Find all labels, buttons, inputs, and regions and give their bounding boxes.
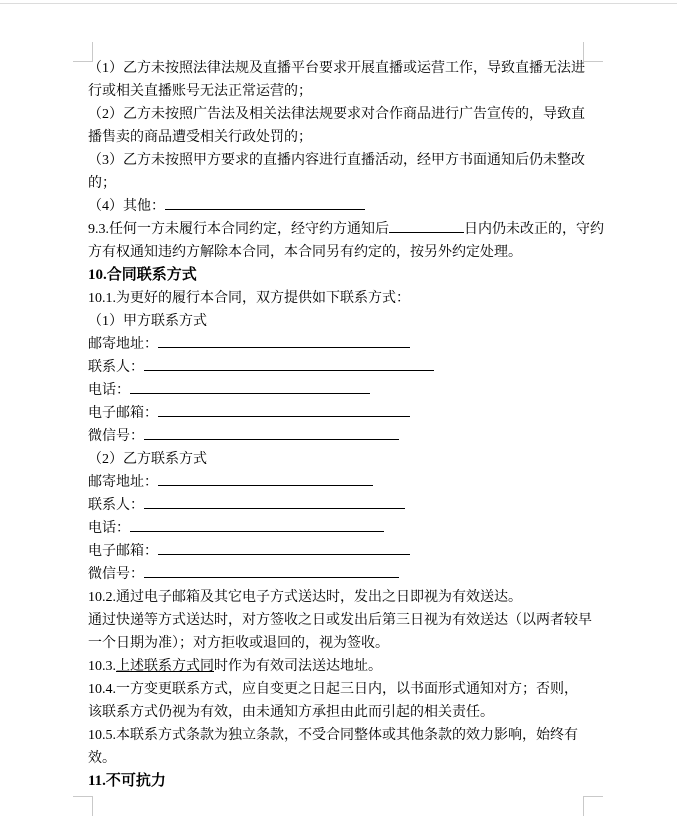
text-line: [88, 724, 590, 747]
text-run: 方有权通知违约方解除本合同，本合同另有约定的，按另外约定处理。: [88, 245, 522, 260]
text-run: 电话：: [88, 383, 130, 398]
text-run: 时作为有效司法送达地址。: [214, 659, 382, 674]
text-run: 联系人：: [88, 498, 144, 513]
text-run: （2）乙方联系方式: [88, 452, 207, 467]
fill-in-blank[interactable]: [130, 517, 384, 532]
text-run: （1）甲方联系方式: [88, 314, 207, 329]
text-line: [88, 172, 590, 195]
fill-in-blank[interactable]: [158, 402, 410, 417]
text-run: 一个日期为准）；对方拒收或退回的，视为签收。: [88, 636, 389, 651]
text-line: [88, 333, 590, 356]
text-line: [88, 586, 590, 609]
fill-in-blank[interactable]: [158, 333, 410, 348]
fill-in-blank[interactable]: [389, 218, 464, 233]
text-line: [88, 80, 590, 103]
fill-in-blank[interactable]: [144, 563, 399, 578]
text-run: （4）其他：: [88, 199, 165, 214]
text-line: [88, 425, 590, 448]
text-run: 10.合同联系方式: [88, 267, 197, 283]
text-run: 电话：: [88, 521, 130, 536]
text-line: [88, 701, 590, 724]
fill-in-blank[interactable]: [130, 379, 370, 394]
text-line: [88, 563, 590, 586]
text-run: 行或相关直播账号无法正常运营的；: [88, 84, 312, 99]
text-line: [88, 356, 590, 379]
text-line: [88, 241, 590, 264]
text-run: 该联系方式仍视为有效，由未通知方承担由此而引起的相关责任。: [88, 705, 494, 720]
text-line: [88, 494, 590, 517]
crop-mark-bottom-left: [73, 796, 93, 816]
text-line: [88, 448, 590, 471]
text-run: 10.1.为更好的履行本合同，双方提供如下联系方式：: [88, 291, 410, 306]
text-run: 10.4.一方变更联系方式，应自变更之日起三日内，以书面形式通知对方；否则，: [88, 682, 578, 697]
text-line: [88, 149, 590, 172]
text-run: 邮寄地址：: [88, 475, 158, 490]
text-run: 电子邮箱：: [88, 544, 158, 559]
text-run: 10.3.: [88, 659, 116, 674]
text-run: 通过快递等方式送达时，对方签收之日或发出后第三日视为有效送达（以两者较早: [88, 613, 592, 628]
text-run: 邮寄地址：: [88, 337, 158, 352]
text-run: 电子邮箱：: [88, 406, 158, 421]
text-run: 9.3.任何一方未履行本合同约定，经守约方通知后: [88, 222, 389, 237]
text-run: 10.2.通过电子邮箱及其它电子方式送达时，发出之日即视为有效送达。: [88, 590, 522, 605]
text-line: [88, 540, 590, 563]
text-line: [88, 379, 590, 402]
text-run: 日内仍未改正的，守约: [464, 222, 604, 237]
section-heading: [88, 264, 590, 287]
fill-in-blank[interactable]: [144, 494, 405, 509]
text-run: 效。: [88, 751, 116, 766]
text-line: [88, 632, 590, 655]
text-line: [88, 126, 590, 149]
section-heading: [88, 770, 590, 793]
contract-document-page[interactable]: [88, 57, 604, 793]
text-line: [88, 471, 590, 494]
text-line: [88, 195, 590, 218]
fill-in-blank[interactable]: [158, 471, 373, 486]
text-line: [88, 747, 590, 770]
fill-in-blank[interactable]: [144, 356, 434, 371]
text-run: （1）乙方未按照法律法规及直播平台要求开展直播或运营工作，导致直播无法进: [88, 61, 585, 76]
text-run: 10.5.本联系方式条款为独立条款，不受合同整体或其他条款的效力影响，始终有: [88, 728, 578, 743]
text-run: 11.不可抗力: [88, 773, 166, 789]
text-line: [88, 287, 590, 310]
text-line: [88, 678, 590, 701]
text-run: （2）乙方未按照广告法及相关法律法规要求对合作商品进行广告宣传的，导致直: [88, 107, 585, 122]
text-run: 联系人：: [88, 360, 144, 375]
page-top-edge: [0, 3, 677, 4]
crop-mark-bottom-right: [583, 796, 603, 816]
text-line: [88, 655, 590, 678]
text-line: [88, 609, 590, 632]
text-line: [88, 218, 604, 241]
text-line: [88, 103, 590, 126]
text-run: 的；: [88, 176, 116, 191]
fill-in-blank[interactable]: [165, 195, 365, 210]
text-line: [88, 402, 590, 425]
text-run: （3）乙方未按照甲方要求的直播内容进行直播活动，经甲方书面通知后仍未整改: [88, 153, 585, 168]
text-run: 微信号：: [88, 429, 144, 444]
underlined-text-run: 上述联系方式同: [116, 659, 214, 674]
text-run: 微信号：: [88, 567, 144, 582]
fill-in-blank[interactable]: [144, 425, 399, 440]
text-run: 播售卖的商品遭受相关行政处罚的；: [88, 130, 312, 145]
text-line: [88, 517, 590, 540]
text-line: [88, 310, 590, 333]
text-line: [88, 57, 590, 80]
fill-in-blank[interactable]: [158, 540, 410, 555]
